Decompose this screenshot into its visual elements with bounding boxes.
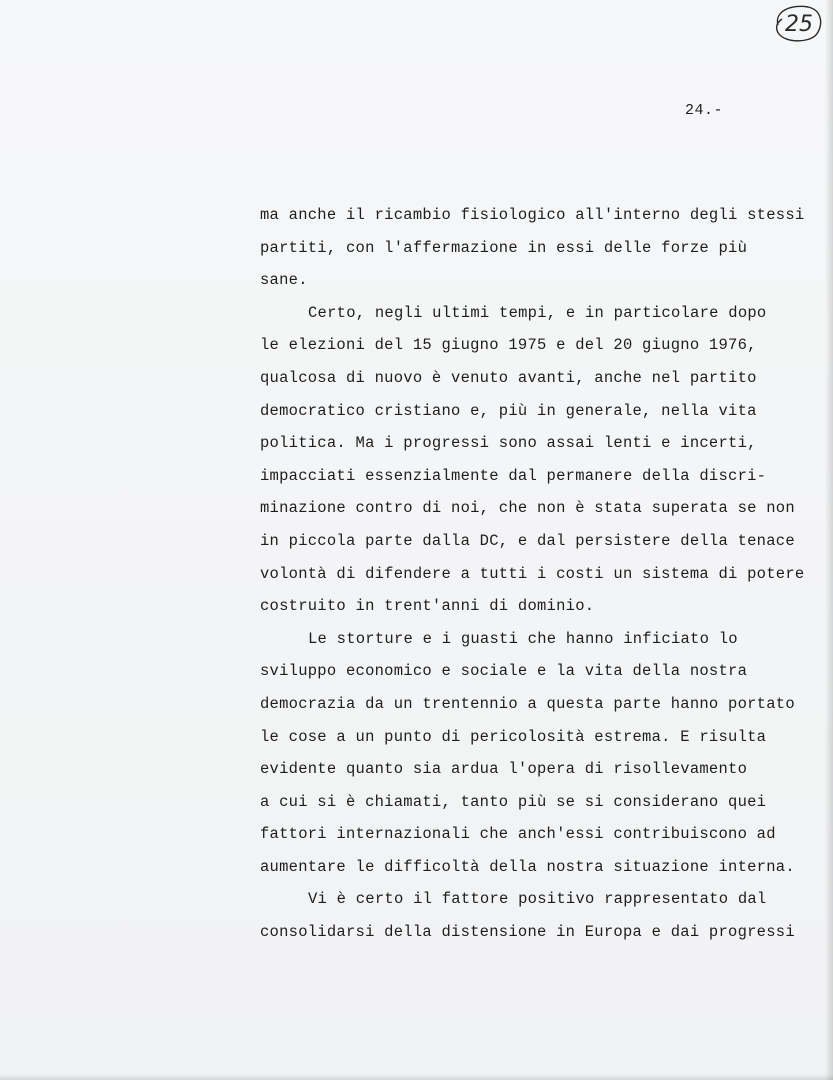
text-line: le elezioni del 15 giugno 1975 e del 20 giugno 1976, (260, 336, 757, 355)
text-line: minazione contro di noi, che non è stata superata se non (260, 499, 795, 518)
text-line: consolidarsi della distensione in Europa e dai progressi (260, 923, 795, 942)
text-line: democrazia da un trentennio a questa parte hanno portato (260, 694, 795, 713)
text-line: in piccola parte dalla DC, e dal persistere della tenace (260, 531, 795, 550)
text-line: fattori internazionali che anch'essi contribuiscono ad (260, 825, 776, 844)
text-line: sane. (260, 271, 308, 290)
text-line: volontà di difendere a tutti i costi un sistema di potere (260, 564, 805, 583)
text-line: sviluppo economico e sociale e la vita della nostra (260, 662, 748, 681)
typed-body-text (260, 199, 820, 949)
archive-stamp-number: 25 (785, 12, 813, 37)
text-line: aumentare le difficoltà della nostra situazione interna. (260, 857, 795, 876)
text-line: ma anche il ricambio fisiologico all'interno degli stessi (260, 206, 805, 224)
text-line: democratico cristiano e, più in generale, nella vita (260, 401, 757, 420)
page-number: 24.- (685, 102, 724, 119)
text-line: costruito in trent'anni di dominio. (260, 597, 595, 616)
paragraph-start-line: Le storture e i guasti che hanno inficiato lo (308, 629, 738, 648)
archive-page-stamp (770, 3, 824, 43)
paragraph-start-line: Certo, negli ultimi tempi, e in particolare dopo (308, 303, 767, 322)
scan-bottom-shadow (0, 1074, 833, 1080)
scan-edge-shadow (825, 0, 833, 1080)
text-line: evidente quanto sia ardua l'opera di risollevamento (260, 760, 748, 779)
text-line: qualcosa di nuovo è venuto avanti, anche nel partito (260, 368, 757, 387)
text-line: le cose a un punto di pericolosità estrema. E risulta (260, 727, 767, 746)
text-line: partiti, con l'affermazione in essi delle forze più (260, 238, 748, 257)
text-line: a cui si è chiamati, tanto più se si considerano quei (260, 792, 767, 811)
paragraph-start-line: Vi è certo il fattore positivo rappresentato dal (308, 890, 767, 909)
text-line: politica. Ma i progressi sono assai lenti e incerti, (260, 434, 757, 453)
text-line: impacciati essenzialmente dal permanere della discri- (260, 466, 767, 485)
